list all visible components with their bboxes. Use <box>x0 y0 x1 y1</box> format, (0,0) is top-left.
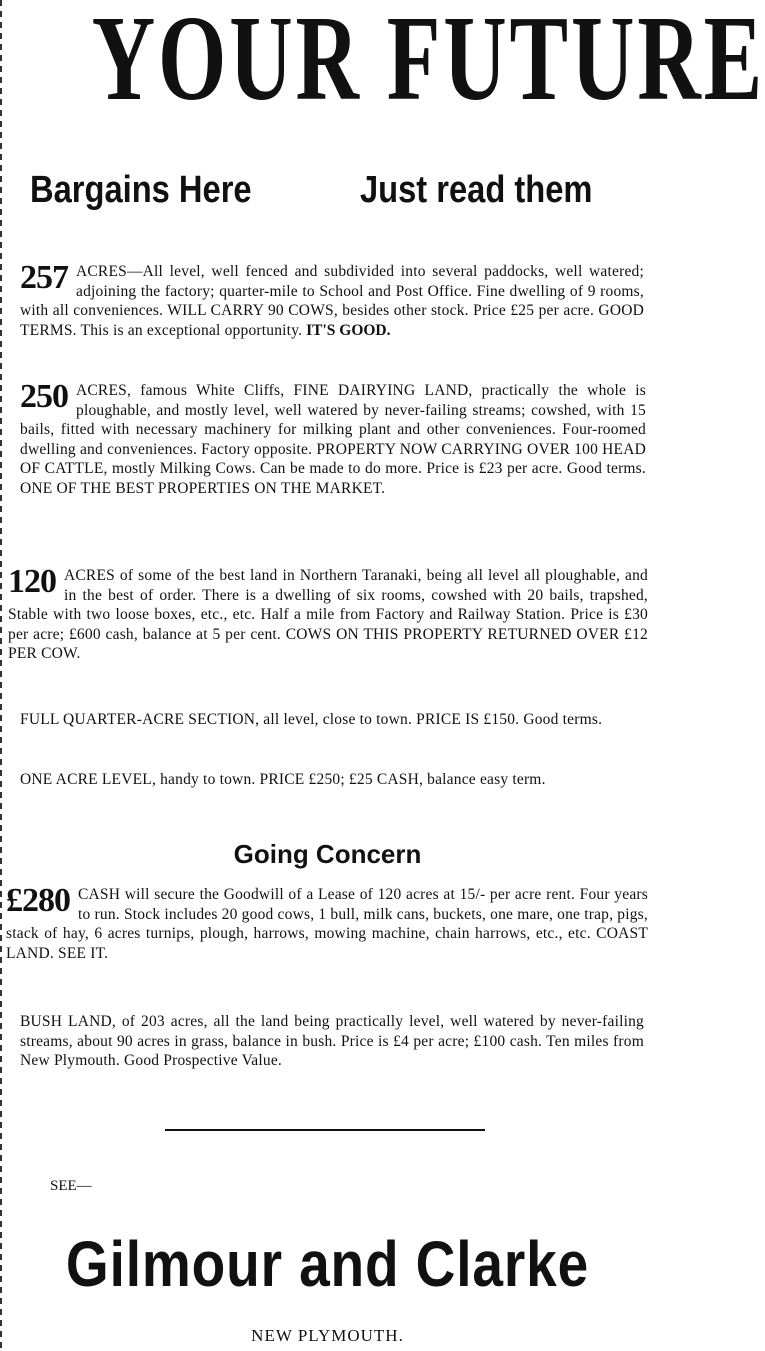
listing-bush-land <box>20 1012 644 1071</box>
going-concern-title: Going Concern <box>233 839 422 869</box>
left-margin-rule <box>0 0 2 1351</box>
listing-figure: £280 <box>6 882 70 919</box>
firm-location: NEW PLYMOUTH. <box>251 1326 404 1345</box>
listing-one-acre <box>20 770 644 790</box>
listing-text: ACRES—All level, well fenced and subdivided into several paddocks, well watered; adjoining the factory; quarter-mile to School and Post Office. Fine dwelling of 9 rooms, with all conveniences. WILL CARRY 90 COWS, besides other stock. Price £25 per acre. GOOD TERMS. This is an exceptional opportunity. <box>20 263 644 339</box>
listing-figure: 250 <box>20 378 68 415</box>
listing-figure: 120 <box>8 563 56 600</box>
listing-text: ACRES, famous White Cliffs, FINE DAIRYING LAND, practically the whole is ploughable, and mostly level, well watered by never-failing streams; cowshed, with 15 bails, fitted with necessary machinery for milking plant and other conveniences. Four-roomed dwelling and conveniences. Factory opposite. PROPERTY NOW CARRYING OVER 100 HEAD OF CATTLE, mostly Milking Cows. Can be made to do more. Price is £23 per acre. Good terms. ONE OF THE BEST PROPERTIES ON THE MARKET. <box>20 382 646 497</box>
see-label: SEE— <box>50 1178 92 1194</box>
listing-figure: 257 <box>20 259 68 296</box>
listing-text: CASH will secure the Goodwill of a Lease of 120 acres at 15/- per acre rent. Four years to run. Stock includes 20 good cows, 1 bull, milk cans, buckets, one mare, one trap, pigs, stack of hay, 6 acres turnips, plough, harrows, mowing machine, chain harrows, etc., etc. COAST LAND. SEE IT. <box>6 886 648 962</box>
listing-257-acres <box>20 259 644 340</box>
listing-250-acres <box>20 378 646 498</box>
listing-text: BUSH LAND, of 203 acres, all the land being practically level, well watered by never-failing streams, about 90 acres in grass, balance in bush. Price is £4 per acre; £100 cash. Ten miles from New Plymouth. Good Prospective Value. <box>20 1013 644 1069</box>
headline: YOUR FUTURE <box>91 0 765 126</box>
listing-tagline: IT'S GOOD. <box>306 321 391 339</box>
subhead-left: Bargains Here <box>30 169 252 211</box>
firm-name: Gilmour and Clarke <box>65 1228 590 1300</box>
listing-text: ACRES of some of the best land in Northern Taranaki, being all level all ploughable, and in the best of order. There is a dwelling of six rooms, cowshed with 20 bails, trapshed, Stable with two loose boxes, etc., etc. Half a mile from Factory and Railway Station. Price is £30 per acre; £600 cash, balance at 5 per cent. COWS ON THIS PROPERTY RETURNED OVER £12 PER COW. <box>8 567 648 662</box>
listing-going-concern <box>6 882 648 963</box>
divider-rule <box>165 1129 485 1131</box>
listing-quarter-acre <box>20 710 644 730</box>
subhead-right: Just read them <box>360 169 593 211</box>
listing-120-acres <box>8 563 648 664</box>
listing-text: FULL QUARTER-ACRE SECTION, all level, close to town. PRICE IS £150. Good terms. <box>20 711 603 728</box>
listing-text: ONE ACRE LEVEL, handy to town. PRICE £250; £25 CASH, balance easy term. <box>20 771 546 788</box>
